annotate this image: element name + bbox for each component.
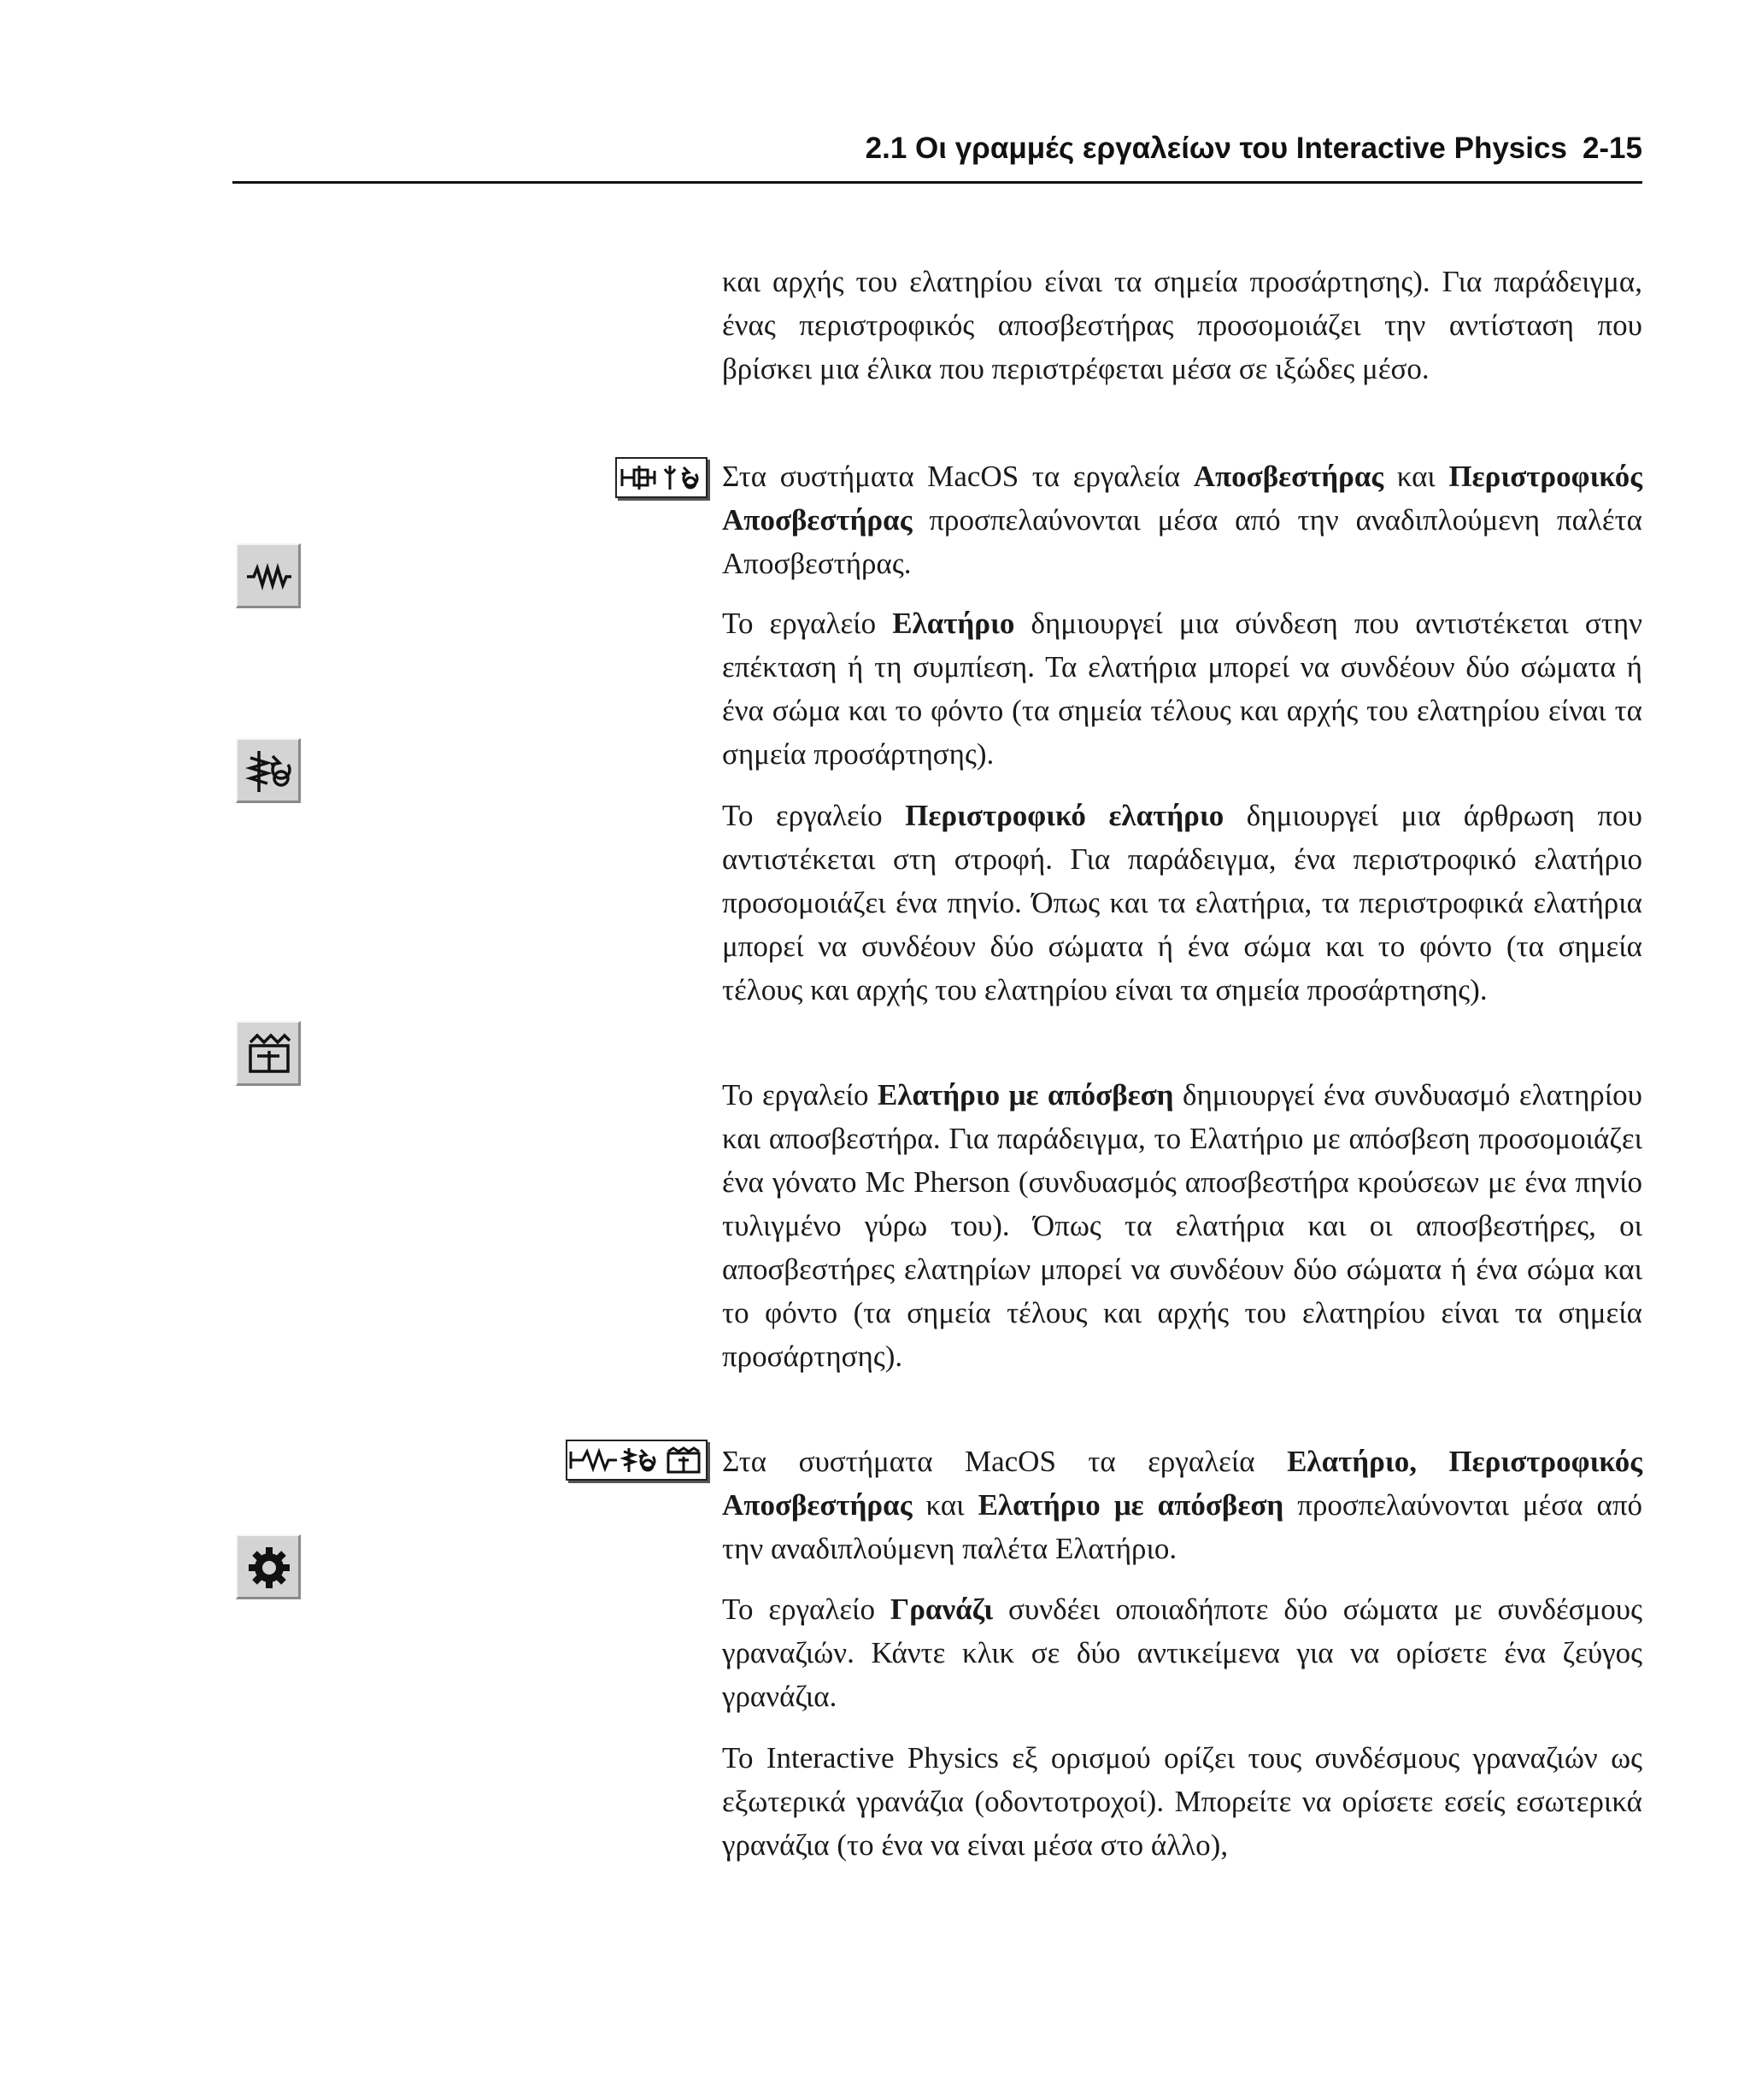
- running-header: [232, 128, 1642, 184]
- text-run: και: [1383, 460, 1449, 493]
- text-run: προσπελαύνονται μέσα από την αναδιπλούμενη παλέτα Αποσβεστήρας.: [722, 503, 1642, 580]
- text-run: Στα συστήματα MacOS τα εργαλεία: [722, 1445, 1288, 1478]
- text-run: συνδέει οποιαδήποτε δύο σώματα με συνδέσμους γραναζιών. Κάντε κλικ σε δύο αντικείμενα για να ορίσετε ένα ζεύγος γρανάζια.: [722, 1593, 1642, 1713]
- paragraph-spring-damper-tool: [722, 1073, 1642, 1378]
- bold-term: Περιστροφικό ελατήριο: [905, 799, 1224, 832]
- damper-palette-icon: [615, 457, 708, 498]
- rotational-spring-tool-icon: [236, 738, 301, 803]
- text-run: Το Interactive Physics εξ ορισμού ορίζει τους συνδέσμους γραναζιών ως εξωτερικά γρανάζια (οδοντοτροχοί). Μπορείτε να ορίσετε εσείς εσωτερικά γρανάζια (το ένα να είναι μέσα στο άλλο),: [722, 1741, 1642, 1862]
- spring-palette-icon: [566, 1440, 708, 1481]
- bold-term: Αποσβεστήρας: [1193, 460, 1384, 493]
- bold-term: Περιστροφικός Αποσβεστήρας: [722, 460, 1642, 537]
- bold-term: Γρανάζι: [890, 1593, 994, 1626]
- paragraph-gear-tool: [722, 1587, 1642, 1718]
- paragraph-damper-continued: [722, 260, 1642, 390]
- header-title: 2.1 Οι γραμμές εργαλείων του Interactive Physics: [865, 132, 1567, 165]
- bold-term: Ελατήριο, Περιστροφικός Αποσβεστήρας: [722, 1445, 1642, 1522]
- text-run: δημιουργεί μια άρθρωση που αντιστέκεται στη στροφή. Για παράδειγμα, ένα περιστροφικό ελατήριο προσομοιάζει ένα πηνίο. Όπως και τα ελατήρια, τα περιστροφικά ελατήρια μπορεί να συνδέουν δύο σώματα ή ένα σώμα και το φόντο (τα σημεία τέλους και αρχής του ελατηρίου είναι τα σημεία προσάρτησης).: [722, 799, 1642, 1006]
- spring-tool-icon: [236, 543, 301, 608]
- paragraph-rotational-spring-tool: [722, 794, 1642, 1012]
- header-text: [866, 132, 1642, 166]
- paragraph-spring-tool: [722, 601, 1642, 776]
- bold-term: Ελατήριο με απόσβεση: [878, 1078, 1174, 1112]
- text-run: δημιουργεί ένα συνδυασμό ελατηρίου και αποσβεστήρα. Για παράδειγμα, το Ελατήριο με απόσβεση προσομοιάζει ένα γόνατο Mc Pherson (συνδυασμός αποσβεστήρα κρούσεων με ένα πηνίο τυλιγμένο γύρω του). Όπως τα ελατήρια και οι αποσβεστήρες, οι αποσβεστήρες ελατηρίων μπορεί να συνδέουν δύο σώματα ή ένα σώμα και το φόντο (τα σημεία τέλους και αρχής του ελατηρίου είναι τα σημεία προσάρτησης).: [722, 1078, 1642, 1373]
- bold-term: Ελατήριο: [892, 607, 1015, 640]
- spring-damper-tool-icon: [236, 1021, 301, 1086]
- bold-term: Ελατήριο με απόσβεση: [978, 1488, 1284, 1522]
- page-number: 2-15: [1582, 132, 1642, 165]
- paragraph-macos-spring-palette: [722, 1440, 1642, 1570]
- text-run: Στα συστήματα MacOS τα εργαλεία: [722, 460, 1194, 493]
- text-run: Το εργαλείο: [722, 1078, 878, 1112]
- paragraph-macos-damper-palette: [722, 455, 1642, 585]
- text-run: Το εργαλείο: [722, 607, 893, 640]
- gear-tool-icon: [236, 1534, 301, 1599]
- paragraph-gear-defaults: [722, 1736, 1642, 1867]
- text-run: προσπελαύνονται μέσα από την αναδιπλούμενη παλέτα Ελατήριο.: [722, 1488, 1643, 1565]
- text-run: και: [912, 1488, 978, 1522]
- text-run: Το εργαλείο: [722, 799, 906, 832]
- text-run: δημιουργεί μια σύνδεση που αντιστέκεται στην επέκταση ή τη συμπίεση. Τα ελατήρια μπορεί να συνδέουν δύο σώματα ή ένα σώμα και το φόντο (τα σημεία τέλους και αρχής του ελατηρίου είναι τα σημεία προσάρτησης).: [722, 607, 1642, 771]
- text-run: και αρχής του ελατηρίου είναι τα σημεία προσάρτησης). Για παράδειγμα, ένας περιστροφικός αποσβεστήρας προσομοιάζει την αντίσταση που βρίσκει μια έλικα που περιστρέφεται μέσα σε ιξώδες μέσο.: [722, 265, 1642, 385]
- text-run: Το εργαλείο: [722, 1593, 890, 1626]
